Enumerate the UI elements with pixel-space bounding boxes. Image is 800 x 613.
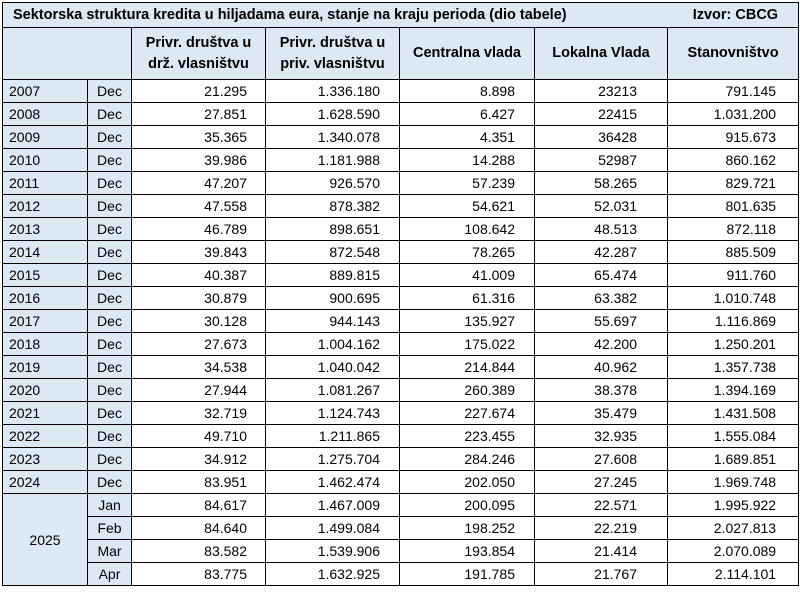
year-cell: 2015: [3, 264, 88, 287]
table-row: [3, 80, 799, 103]
month-cell: Dec: [88, 471, 132, 494]
year-cell: 2009: [3, 126, 88, 149]
value-cell-central-government: 260.389: [400, 379, 535, 402]
value-cell-households: 1.250.201: [668, 333, 799, 356]
value-cell-state-companies: 21.295: [132, 80, 266, 103]
value-cell-households: 1.431.508: [668, 402, 799, 425]
table-body: [3, 80, 799, 586]
value-cell-central-government: 4.351: [400, 126, 535, 149]
value-cell-households: 2.114.101: [668, 563, 799, 586]
value-cell-local-government: 27.245: [535, 471, 668, 494]
column-header-private-companies: Privr. društva u priv. vlasništvu: [266, 28, 400, 80]
value-cell-central-government: 14.288: [400, 149, 535, 172]
value-cell-state-companies: 35.365: [132, 126, 266, 149]
value-cell-state-companies: 30.128: [132, 310, 266, 333]
month-cell: Dec: [88, 264, 132, 287]
value-cell-local-government: 58.265: [535, 172, 668, 195]
value-cell-local-government: 48.513: [535, 218, 668, 241]
value-cell-central-government: 54.621: [400, 195, 535, 218]
value-cell-private-companies: 1.124.743: [266, 402, 400, 425]
value-cell-central-government: 135.927: [400, 310, 535, 333]
month-cell: Dec: [88, 126, 132, 149]
value-cell-state-companies: 39.843: [132, 241, 266, 264]
year-cell: 2023: [3, 448, 88, 471]
year-cell: 2013: [3, 218, 88, 241]
value-cell-private-companies: 926.570: [266, 172, 400, 195]
value-cell-state-companies: 27.673: [132, 333, 266, 356]
value-cell-households: 801.635: [668, 195, 799, 218]
year-cell-merged: 2025: [3, 494, 88, 586]
table-row: [3, 540, 799, 563]
value-cell-households: 915.673: [668, 126, 799, 149]
value-cell-local-government: 52.031: [535, 195, 668, 218]
month-cell: Apr: [88, 563, 132, 586]
value-cell-private-companies: 1.340.078: [266, 126, 400, 149]
month-cell: Mar: [88, 540, 132, 563]
value-cell-local-government: 65.474: [535, 264, 668, 287]
month-cell: Dec: [88, 448, 132, 471]
month-cell: Dec: [88, 172, 132, 195]
value-cell-local-government: 42.200: [535, 333, 668, 356]
value-cell-state-companies: 83.775: [132, 563, 266, 586]
year-cell: 2014: [3, 241, 88, 264]
header-empty-cell: [3, 28, 132, 80]
value-cell-state-companies: 34.538: [132, 356, 266, 379]
table-row: [3, 563, 799, 586]
value-cell-central-government: 6.427: [400, 103, 535, 126]
month-cell: Dec: [88, 218, 132, 241]
value-cell-central-government: 61.316: [400, 287, 535, 310]
value-cell-households: 1.555.084: [668, 425, 799, 448]
value-cell-households: 1.995.922: [668, 494, 799, 517]
value-cell-central-government: 193.854: [400, 540, 535, 563]
header-row: [3, 28, 799, 80]
value-cell-state-companies: 84.640: [132, 517, 266, 540]
value-cell-households: 1.969.748: [668, 471, 799, 494]
year-cell: 2017: [3, 310, 88, 333]
month-cell: Dec: [88, 287, 132, 310]
column-header-local-government: Lokalna Vlada: [535, 28, 668, 80]
value-cell-local-government: 23213: [535, 80, 668, 103]
value-cell-private-companies: 1.462.474: [266, 471, 400, 494]
table-row: [3, 494, 799, 517]
table-row: [3, 264, 799, 287]
table-row: [3, 471, 799, 494]
column-header-central-government: Centralna vlada: [400, 28, 535, 80]
value-cell-private-companies: 1.275.704: [266, 448, 400, 471]
value-cell-state-companies: 27.944: [132, 379, 266, 402]
value-cell-central-government: 57.239: [400, 172, 535, 195]
value-cell-households: 872.118: [668, 218, 799, 241]
value-cell-state-companies: 32.719: [132, 402, 266, 425]
value-cell-local-government: 22.571: [535, 494, 668, 517]
table-row: [3, 172, 799, 195]
value-cell-central-government: 191.785: [400, 563, 535, 586]
value-cell-state-companies: 47.558: [132, 195, 266, 218]
year-cell: 2010: [3, 149, 88, 172]
value-cell-state-companies: 49.710: [132, 425, 266, 448]
value-cell-private-companies: 944.143: [266, 310, 400, 333]
column-header-state-companies: Privr. društva u drž. vlasništvu: [132, 28, 266, 80]
value-cell-local-government: 40.962: [535, 356, 668, 379]
value-cell-central-government: 227.674: [400, 402, 535, 425]
month-cell: Dec: [88, 333, 132, 356]
value-cell-central-government: 41.009: [400, 264, 535, 287]
month-cell: Dec: [88, 356, 132, 379]
table-row: [3, 402, 799, 425]
year-cell: 2008: [3, 103, 88, 126]
value-cell-private-companies: 898.651: [266, 218, 400, 241]
value-cell-state-companies: 84.617: [132, 494, 266, 517]
value-cell-local-government: 38.378: [535, 379, 668, 402]
value-cell-local-government: 36428: [535, 126, 668, 149]
value-cell-local-government: 35.479: [535, 402, 668, 425]
value-cell-households: 1.010.748: [668, 287, 799, 310]
value-cell-households: 911.760: [668, 264, 799, 287]
value-cell-households: 1.116.869: [668, 310, 799, 333]
year-cell: 2024: [3, 471, 88, 494]
source-label: Izvor: CBCG: [692, 7, 779, 23]
value-cell-central-government: 214.844: [400, 356, 535, 379]
table-title: Sektorska struktura kredita u hiljadama eura, stanje na kraju perioda (dio tabele): [13, 7, 567, 23]
table-row: [3, 333, 799, 356]
value-cell-central-government: 202.050: [400, 471, 535, 494]
month-cell: Dec: [88, 103, 132, 126]
value-cell-households: 1.689.851: [668, 448, 799, 471]
year-cell: 2018: [3, 333, 88, 356]
value-cell-central-government: 198.252: [400, 517, 535, 540]
value-cell-state-companies: 83.582: [132, 540, 266, 563]
year-cell: 2012: [3, 195, 88, 218]
value-cell-private-companies: 1.499.084: [266, 517, 400, 540]
table-row: [3, 126, 799, 149]
value-cell-state-companies: 39.986: [132, 149, 266, 172]
table-row: [3, 103, 799, 126]
value-cell-central-government: 108.642: [400, 218, 535, 241]
value-cell-private-companies: 1.040.042: [266, 356, 400, 379]
year-cell: 2007: [3, 80, 88, 103]
value-cell-state-companies: 27.851: [132, 103, 266, 126]
year-cell: 2022: [3, 425, 88, 448]
value-cell-central-government: 78.265: [400, 241, 535, 264]
value-cell-private-companies: 900.695: [266, 287, 400, 310]
value-cell-private-companies: 1.211.865: [266, 425, 400, 448]
table-row: [3, 425, 799, 448]
value-cell-central-government: 284.246: [400, 448, 535, 471]
value-cell-state-companies: 46.789: [132, 218, 266, 241]
value-cell-households: 829.721: [668, 172, 799, 195]
value-cell-households: 1.357.738: [668, 356, 799, 379]
value-cell-private-companies: 1.004.162: [266, 333, 400, 356]
value-cell-local-government: 32.935: [535, 425, 668, 448]
month-cell: Jan: [88, 494, 132, 517]
value-cell-households: 1.031.200: [668, 103, 799, 126]
value-cell-central-government: 200.095: [400, 494, 535, 517]
value-cell-state-companies: 47.207: [132, 172, 266, 195]
value-cell-households: 2.070.089: [668, 540, 799, 563]
table-row: [3, 517, 799, 540]
table-row: [3, 379, 799, 402]
table-row: [3, 149, 799, 172]
month-cell: Dec: [88, 310, 132, 333]
table-row: [3, 195, 799, 218]
value-cell-local-government: 21.414: [535, 540, 668, 563]
value-cell-local-government: 42.287: [535, 241, 668, 264]
table-row: [3, 356, 799, 379]
value-cell-households: 1.394.169: [668, 379, 799, 402]
value-cell-private-companies: 1.628.590: [266, 103, 400, 126]
table-row: [3, 448, 799, 471]
value-cell-state-companies: 30.879: [132, 287, 266, 310]
table-row: [3, 241, 799, 264]
value-cell-private-companies: 1.632.925: [266, 563, 400, 586]
month-cell: Dec: [88, 241, 132, 264]
column-header-households: Stanovništvo: [668, 28, 799, 80]
value-cell-central-government: 8.898: [400, 80, 535, 103]
value-cell-local-government: 27.608: [535, 448, 668, 471]
value-cell-private-companies: 1.467.009: [266, 494, 400, 517]
title-row: [3, 3, 799, 28]
year-cell: 2016: [3, 287, 88, 310]
value-cell-private-companies: 1.336.180: [266, 80, 400, 103]
year-cell: 2021: [3, 402, 88, 425]
month-cell: Dec: [88, 80, 132, 103]
month-cell: Feb: [88, 517, 132, 540]
value-cell-private-companies: 878.382: [266, 195, 400, 218]
table-row: [3, 287, 799, 310]
value-cell-private-companies: 889.815: [266, 264, 400, 287]
month-cell: Dec: [88, 195, 132, 218]
value-cell-local-government: 52987: [535, 149, 668, 172]
value-cell-private-companies: 1.081.267: [266, 379, 400, 402]
value-cell-private-companies: 1.181.988: [266, 149, 400, 172]
value-cell-households: 885.509: [668, 241, 799, 264]
value-cell-central-government: 223.455: [400, 425, 535, 448]
value-cell-state-companies: 83.951: [132, 471, 266, 494]
value-cell-state-companies: 34.912: [132, 448, 266, 471]
year-cell: 2019: [3, 356, 88, 379]
year-cell: 2011: [3, 172, 88, 195]
value-cell-state-companies: 40.387: [132, 264, 266, 287]
value-cell-private-companies: 1.539.906: [266, 540, 400, 563]
month-cell: Dec: [88, 149, 132, 172]
value-cell-local-government: 55.697: [535, 310, 668, 333]
month-cell: Dec: [88, 402, 132, 425]
value-cell-households: 791.145: [668, 80, 799, 103]
value-cell-local-government: 21.767: [535, 563, 668, 586]
year-cell: 2020: [3, 379, 88, 402]
value-cell-central-government: 175.022: [400, 333, 535, 356]
month-cell: Dec: [88, 379, 132, 402]
value-cell-private-companies: 872.548: [266, 241, 400, 264]
value-cell-households: 2.027.813: [668, 517, 799, 540]
table-row: [3, 310, 799, 333]
value-cell-local-government: 63.382: [535, 287, 668, 310]
table-row: [3, 218, 799, 241]
value-cell-households: 860.162: [668, 149, 799, 172]
credit-structure-table: [2, 2, 799, 586]
value-cell-local-government: 22415: [535, 103, 668, 126]
month-cell: Dec: [88, 425, 132, 448]
table-title-cell: [3, 3, 799, 28]
value-cell-local-government: 22.219: [535, 517, 668, 540]
